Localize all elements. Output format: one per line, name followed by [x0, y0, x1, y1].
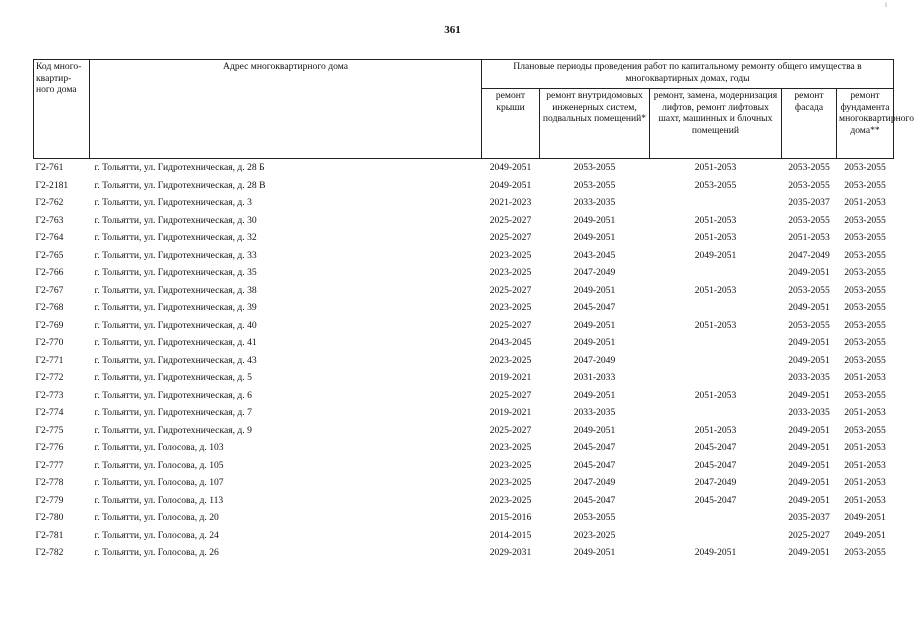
cell-address: г. Тольятти, ул. Голосова, д. 107 [94, 477, 224, 488]
cell-engineering: 2049-2051 [573, 284, 616, 296]
cell-engineering: 2049-2051 [573, 424, 616, 436]
cell-roof: 2025-2027 [489, 319, 532, 331]
cell-engineering: 2049-2051 [573, 232, 616, 243]
cell-engineering: 2033-2035 [573, 197, 616, 208]
cell-engineering: 2049-2051 [573, 337, 616, 348]
table-row [34, 247, 894, 265]
table-row [34, 317, 894, 335]
cell-roof: 2023-2025 [489, 302, 532, 313]
table-row [34, 299, 894, 317]
cell-engineering: 2023-2025 [573, 529, 616, 541]
cell-engineering: 2047-2049 [573, 477, 616, 488]
table-row [34, 492, 894, 510]
cell-foundation: 2053-2055 [844, 162, 886, 173]
cell-address: г. Тольятти, ул. Голосова, д. 113 [94, 494, 224, 506]
table-row [34, 264, 894, 282]
cell-facade: 2051-2053 [788, 232, 830, 243]
capital-repair-table [33, 59, 914, 562]
cell-lifts [650, 299, 782, 317]
cell-foundation: 2051-2053 [844, 372, 886, 383]
cell-lifts: 2045-2047 [694, 459, 737, 471]
corner-mark: ⁱ [884, 2, 887, 13]
cell-facade: 2033-2035 [788, 372, 830, 383]
table-row [34, 404, 894, 422]
cell-lifts: 2051-2053 [694, 319, 737, 331]
cell-code: Г2-768 [35, 302, 64, 313]
cell-facade: 2049-2051 [788, 477, 830, 488]
cell-address: г. Тольятти, ул. Гидротехническая, д. 28 В [94, 179, 266, 191]
page-number: 361 [444, 24, 461, 36]
cell-code: Г2-769 [35, 319, 64, 331]
cell-engineering: 2047-2049 [573, 267, 616, 278]
cell-roof: 2025-2027 [489, 424, 532, 436]
cell-code: Г2-771 [35, 354, 64, 366]
cell-lifts [650, 509, 782, 527]
cell-facade: 2049-2051 [788, 267, 830, 278]
cell-foundation: 2051-2053 [844, 477, 886, 488]
cell-address: г. Тольятти, ул. Гидротехническая, д. 32 [94, 232, 257, 243]
cell-roof: 2019-2021 [489, 407, 532, 418]
cell-address: г. Тольятти, ул. Гидротехническая, д. 35 [94, 267, 257, 278]
cell-roof: 2043-2045 [489, 337, 532, 348]
cell-code: Г2-780 [35, 512, 64, 523]
cell-roof: 2015-2016 [489, 512, 532, 523]
cell-code: Г2-770 [35, 337, 64, 348]
cell-facade: 2049-2051 [788, 442, 830, 453]
table-row [34, 439, 894, 457]
cell-foundation: 2049-2051 [844, 529, 886, 541]
cell-code: Г2-761 [35, 162, 64, 173]
cell-facade: 2049-2051 [788, 424, 830, 436]
cell-foundation: 2053-2055 [844, 249, 886, 261]
cell-lifts: 2049-2051 [694, 249, 737, 261]
table-row [34, 229, 894, 247]
cell-roof: 2049-2051 [489, 179, 532, 191]
table-row [34, 334, 894, 352]
cell-engineering: 2045-2047 [573, 442, 616, 453]
cell-address: г. Тольятти, ул. Гидротехническая, д. 7 [94, 407, 252, 418]
header-code: Код много-квартир-ного дома [34, 60, 90, 159]
cell-foundation: 2049-2051 [844, 512, 886, 523]
table-row [34, 422, 894, 440]
cell-facade: 2053-2055 [788, 214, 830, 226]
cell-lifts: 2051-2053 [694, 214, 737, 226]
cell-facade: 2049-2051 [788, 302, 830, 313]
header-address: Адрес многоквартирного дома [90, 60, 482, 159]
cell-roof: 2023-2025 [489, 459, 532, 471]
table-row [34, 457, 894, 475]
cell-code: Г2-775 [35, 424, 64, 436]
cell-roof: 2023-2025 [489, 494, 532, 506]
cell-lifts: 2051-2053 [694, 389, 737, 401]
cell-roof: 2021-2023 [489, 197, 532, 208]
cell-foundation: 2053-2055 [844, 302, 886, 313]
cell-lifts: 2053-2055 [694, 179, 737, 191]
cell-address: г. Тольятти, ул. Гидротехническая, д. 9 [94, 424, 252, 436]
cell-foundation: 2053-2055 [844, 284, 886, 296]
cell-foundation: 2051-2053 [844, 197, 886, 208]
cell-engineering: 2043-2045 [573, 249, 616, 261]
cell-code: Г2-763 [35, 214, 64, 226]
cell-roof: 2023-2025 [489, 267, 532, 278]
cell-roof: 2019-2021 [489, 372, 532, 383]
cell-address: г. Тольятти, ул. Гидротехническая, д. 33 [94, 249, 257, 261]
cell-facade: 2025-2027 [788, 529, 830, 541]
table-row [34, 387, 894, 405]
header-lifts: ремонт, замена, модернизация лифтов, ремонт лифтовых шахт, машинных и блочных помещений [650, 89, 782, 159]
cell-foundation: 2053-2055 [844, 214, 886, 226]
table-row [34, 159, 894, 177]
cell-code: Г2-766 [35, 267, 64, 278]
cell-facade: 2049-2051 [788, 354, 830, 366]
table-row [34, 194, 894, 212]
table-row [34, 177, 894, 195]
cell-code: Г2-777 [35, 459, 64, 471]
cell-address: г. Тольятти, ул. Гидротехническая, д. 43 [94, 354, 257, 366]
table-row [34, 369, 894, 387]
cell-roof: 2029-2031 [489, 547, 532, 558]
cell-lifts: 2051-2053 [694, 424, 737, 436]
cell-address: г. Тольятти, ул. Голосова, д. 24 [94, 529, 219, 541]
cell-lifts: 2051-2053 [694, 162, 737, 173]
cell-foundation: 2053-2055 [844, 319, 886, 331]
header-foundation: ремонт фундамента многоквартирного дома** [837, 89, 894, 159]
cell-lifts: 2047-2049 [694, 477, 737, 488]
header-roof: ремонт крыши [482, 89, 540, 159]
cell-code: Г2-762 [35, 197, 64, 208]
cell-lifts [650, 264, 782, 282]
table-row [34, 527, 894, 545]
cell-address: г. Тольятти, ул. Гидротехническая, д. 30 [94, 214, 257, 226]
cell-roof: 2025-2027 [489, 214, 532, 226]
cell-roof: 2023-2025 [489, 249, 532, 261]
cell-engineering: 2053-2055 [573, 179, 616, 191]
cell-code: Г2-779 [35, 494, 64, 506]
cell-address: г. Тольятти, ул. Гидротехническая, д. 38 [94, 284, 257, 296]
cell-facade: 2035-2037 [788, 512, 830, 523]
cell-facade: 2053-2055 [788, 319, 830, 331]
cell-address: г. Тольятти, ул. Гидротехническая, д. 3 [94, 197, 252, 208]
cell-facade: 2053-2055 [788, 162, 830, 173]
cell-code: Г2-776 [35, 442, 64, 453]
table-row [34, 509, 894, 527]
cell-engineering: 2031-2033 [573, 372, 616, 383]
cell-lifts: 2045-2047 [694, 494, 737, 506]
cell-facade: 2047-2049 [788, 249, 830, 261]
cell-lifts [650, 352, 782, 370]
cell-foundation: 2053-2055 [844, 354, 886, 366]
header-engineering: ремонт внутридомовых инженерных систем, подвальных помещений* [540, 89, 650, 159]
cell-address: г. Тольятти, ул. Гидротехническая, д. 28 Б [94, 162, 265, 173]
cell-code: Г2-782 [35, 547, 64, 558]
cell-engineering: 2053-2055 [573, 162, 616, 173]
cell-code: Г2-765 [35, 249, 64, 261]
table-row [34, 212, 894, 230]
cell-foundation: 2051-2053 [844, 407, 886, 418]
cell-code: Г2-772 [35, 372, 64, 383]
cell-lifts: 2051-2053 [694, 284, 737, 296]
cell-address: г. Тольятти, ул. Гидротехническая, д. 6 [94, 389, 252, 401]
cell-code: Г2-778 [35, 477, 64, 488]
cell-engineering: 2049-2051 [573, 214, 616, 226]
cell-facade: 2049-2051 [788, 389, 830, 401]
cell-roof: 2025-2027 [489, 284, 532, 296]
cell-code: Г2-2181 [35, 179, 69, 191]
cell-roof: 2023-2025 [489, 354, 532, 366]
cell-address: г. Тольятти, ул. Голосова, д. 20 [94, 512, 219, 523]
cell-foundation: 2051-2053 [844, 442, 886, 453]
cell-lifts [650, 194, 782, 212]
cell-engineering: 2045-2047 [573, 459, 616, 471]
cell-address: г. Тольятти, ул. Голосова, д. 105 [94, 459, 224, 471]
cell-address: г. Тольятти, ул. Гидротехническая, д. 5 [94, 372, 252, 383]
cell-facade: 2049-2051 [788, 494, 830, 506]
cell-foundation: 2053-2055 [844, 232, 886, 243]
table-row [34, 282, 894, 300]
cell-lifts: 2051-2053 [694, 232, 737, 243]
cell-code: Г2-764 [35, 232, 64, 243]
cell-foundation: 2053-2055 [844, 179, 886, 191]
cell-lifts [650, 527, 782, 545]
cell-code: Г2-781 [35, 529, 64, 541]
cell-facade: 2049-2051 [788, 547, 830, 558]
cell-address: г. Тольятти, ул. Голосова, д. 103 [94, 442, 224, 453]
cell-facade: 2053-2055 [788, 284, 830, 296]
cell-roof: 2014-2015 [489, 529, 532, 541]
cell-facade: 2049-2051 [788, 459, 830, 471]
table-row [34, 474, 894, 492]
cell-code: Г2-773 [35, 389, 64, 401]
table-body [34, 159, 894, 562]
cell-engineering: 2033-2035 [573, 407, 616, 418]
cell-roof: 2023-2025 [489, 442, 532, 453]
cell-code: Г2-774 [35, 407, 64, 418]
cell-foundation: 2053-2055 [844, 424, 886, 436]
cell-roof: 2023-2025 [489, 477, 532, 488]
cell-lifts [650, 404, 782, 422]
cell-lifts: 2045-2047 [694, 442, 737, 453]
cell-address: г. Тольятти, ул. Гидротехническая, д. 41 [94, 337, 257, 348]
header-facade: ремонт фасада [782, 89, 837, 159]
cell-foundation: 2053-2055 [844, 389, 886, 401]
cell-engineering: 2045-2047 [573, 302, 616, 313]
cell-foundation: 2053-2055 [844, 547, 886, 558]
table-header [34, 60, 914, 159]
cell-lifts [650, 334, 782, 352]
cell-engineering: 2045-2047 [573, 494, 616, 506]
cell-roof: 2025-2027 [489, 232, 532, 243]
cell-facade: 2033-2035 [788, 407, 830, 418]
table-row [34, 352, 894, 370]
cell-facade: 2035-2037 [788, 197, 830, 208]
cell-engineering: 2049-2051 [573, 389, 616, 401]
cell-address: г. Тольятти, ул. Гидротехническая, д. 39 [94, 302, 257, 313]
cell-engineering: 2049-2051 [573, 319, 616, 331]
cell-code: Г2-767 [35, 284, 64, 296]
cell-address: г. Тольятти, ул. Голосова, д. 26 [94, 547, 219, 558]
cell-roof: 2049-2051 [489, 162, 532, 173]
cell-facade: 2049-2051 [788, 337, 830, 348]
cell-facade: 2053-2055 [788, 179, 830, 191]
cell-engineering: 2049-2051 [573, 547, 616, 558]
cell-foundation: 2051-2053 [844, 494, 886, 506]
cell-engineering: 2053-2055 [573, 512, 616, 523]
cell-foundation: 2053-2055 [844, 267, 886, 278]
cell-address: г. Тольятти, ул. Гидротехническая, д. 40 [94, 319, 257, 331]
cell-lifts [650, 369, 782, 387]
table-row [34, 544, 894, 562]
header-periods-group: Плановые периоды проведения работ по капитальному ремонту общего имущества в многоквартирных домах, годы [482, 60, 894, 89]
cell-foundation: 2051-2053 [844, 459, 886, 471]
cell-lifts: 2049-2051 [694, 547, 737, 558]
cell-roof: 2025-2027 [489, 389, 532, 401]
cell-engineering: 2047-2049 [573, 354, 616, 366]
cell-foundation: 2053-2055 [844, 337, 886, 348]
